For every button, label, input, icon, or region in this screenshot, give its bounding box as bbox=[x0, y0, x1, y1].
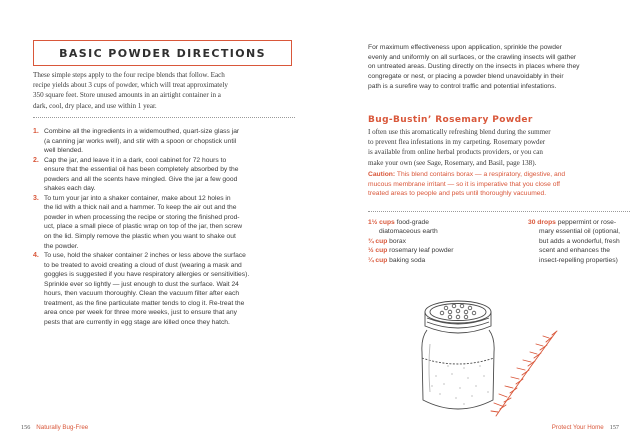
body-line: to prevent flea infestations in my carpeting. Rosemary powder bbox=[368, 138, 546, 147]
left-footer bbox=[21, 424, 88, 431]
caution-line: mucous membrane irritant — so it is imperative that you close off bbox=[368, 180, 561, 188]
dotted-divider bbox=[368, 211, 630, 212]
recipe-description bbox=[368, 127, 630, 168]
ingredient-text: mary essential oil (optional, bbox=[539, 228, 621, 236]
intro-line: path is a surefire way to control traffic and potential infestations. bbox=[368, 82, 557, 90]
ingredient-item bbox=[368, 256, 493, 265]
ingredient-text: but adds a wonderful, fresh bbox=[539, 237, 620, 245]
ingredient-text: rosemary leaf powder bbox=[387, 247, 454, 255]
powder-texture-icon bbox=[431, 365, 488, 404]
body-line: is available from online herbal products providers, or you can bbox=[368, 148, 543, 157]
intro-line: congregate or nest, or placing a powder blend unavoidably in their bbox=[368, 73, 564, 81]
steps-list bbox=[33, 127, 295, 327]
body-line: make your own (see Sage, Rosemary, and Basil, page 138). bbox=[368, 158, 537, 167]
ingredient-text: borax bbox=[387, 237, 406, 245]
page-number: 156 bbox=[21, 424, 31, 431]
ingredient-text: peppermint or rose- bbox=[555, 219, 617, 226]
step-line: well blended. bbox=[44, 147, 84, 155]
page-number: 157 bbox=[609, 424, 619, 431]
step-number: 3. bbox=[33, 194, 39, 202]
right-intro-paragraph bbox=[368, 43, 630, 92]
step-line: to be treated to avoid creating a cloud of dust (wearing a mask and bbox=[44, 261, 242, 269]
shaker-jar-with-rosemary-sprig-illustration bbox=[418, 296, 588, 420]
step-line: (a canning jar works well), and stir with a spoon or chopstick until bbox=[44, 137, 237, 145]
dotted-divider bbox=[33, 117, 295, 118]
step-line: shakes each day. bbox=[44, 185, 96, 193]
step-line: hours, then vacuum thoroughly. Clean the vacuum filter after each bbox=[44, 290, 240, 298]
step-line: the lid with a thick nail and a hammer. To keep the air out and the bbox=[44, 204, 237, 212]
step-text bbox=[44, 194, 295, 251]
ingredient-item bbox=[528, 246, 632, 255]
step-line: the powder. bbox=[44, 242, 79, 250]
ingredient-item bbox=[368, 227, 493, 236]
running-footer: Protect Your Home bbox=[551, 424, 604, 431]
right-page bbox=[320, 0, 640, 448]
caution-line: This blend contains borax — a respiratory, digestive, and bbox=[395, 171, 566, 178]
step-text bbox=[44, 251, 295, 327]
step-line: uct, place a small piece of plastic wrap on top of the jar, then screw bbox=[44, 223, 243, 231]
intro-line: 350 square feet. Store unused amounts in an airtight container in a bbox=[33, 91, 221, 100]
step-item bbox=[33, 194, 295, 251]
ingredient-item bbox=[368, 237, 493, 246]
step-line: Sprinkle ever so lightly — just enough to dust the surface. Wait 24 bbox=[44, 280, 239, 288]
step-text bbox=[44, 156, 295, 194]
running-footer: Naturally Bug-Free bbox=[36, 424, 89, 431]
caution-line: treated areas to people and pets until thoroughly vacuumed. bbox=[368, 190, 547, 198]
ingredient-item bbox=[528, 218, 632, 227]
step-line: powders and all the scents have mingled. Give the jar a few good bbox=[44, 175, 238, 183]
ingredient-item bbox=[528, 227, 632, 236]
ingredient-amount: 30 drops bbox=[528, 219, 556, 226]
step-line: area once per week for three more weeks, just to ensure that any bbox=[44, 309, 237, 317]
intro-line: recipe yields about 3 cups of powder, which will treat approximately bbox=[33, 81, 228, 90]
ingredient-item bbox=[368, 246, 493, 255]
step-item bbox=[33, 251, 295, 327]
ingredient-item bbox=[528, 256, 632, 265]
ingredient-text: scent and enhances the bbox=[539, 247, 611, 255]
shaker-jar-icon bbox=[422, 301, 494, 409]
step-line: pests that are currently in egg stage are killed once they hatch. bbox=[44, 318, 230, 326]
step-number: 2. bbox=[33, 156, 39, 164]
step-line: To turn your jar into a shaker container, make about 12 holes in bbox=[44, 194, 231, 202]
right-footer bbox=[552, 424, 619, 431]
ingredient-text: diatomaceous earth bbox=[379, 228, 438, 236]
step-line: powder in when processing the recipe or storing the finished prod- bbox=[44, 213, 240, 221]
intro-paragraph bbox=[33, 70, 295, 111]
step-line: goggles is suggested if you have respiratory allergies or sensitivities). bbox=[44, 271, 250, 279]
step-item bbox=[33, 156, 295, 194]
ingredient-amount: 1½ cups bbox=[368, 219, 395, 226]
ingredient-item bbox=[528, 237, 632, 246]
ingredients-column-right bbox=[528, 218, 632, 265]
step-number: 4. bbox=[33, 252, 39, 260]
step-line: To use, hold the shaker container 2 inches or less above the surface bbox=[44, 252, 246, 260]
ingredient-amount: ¾ cup bbox=[368, 237, 388, 245]
intro-line: evenly and uniformly on all surfaces, or the crawling insects will gather bbox=[368, 53, 577, 61]
caution-note bbox=[368, 170, 630, 199]
ingredient-item bbox=[368, 218, 493, 227]
intro-line: on untreated areas. Dusting directly on the insects in places where they bbox=[368, 63, 580, 71]
ingredient-text: food-grade bbox=[394, 219, 429, 226]
ingredient-text: insect-repelling properties) bbox=[539, 256, 618, 264]
intro-line: For maximum effectiveness upon application, sprinkle the powder bbox=[368, 44, 562, 51]
step-text bbox=[44, 127, 295, 156]
section-title-box bbox=[33, 40, 292, 66]
recipe-title: Bug-Bustin’ Rosemary Powder bbox=[368, 115, 533, 125]
step-line: Cap the jar, and leave it in a dark, cool cabinet for 72 hours to bbox=[44, 156, 227, 164]
intro-line: dark, cool, dry place, and use within 1 year. bbox=[33, 101, 157, 110]
step-line: ensure that the essential oil has been completely absorbed by the bbox=[44, 166, 239, 174]
step-line: Combine all the ingredients in a widemouthed, quart-size glass jar bbox=[44, 128, 240, 135]
caution-label: Caution: bbox=[368, 171, 396, 178]
ingredient-amount: ½ cup bbox=[368, 247, 388, 255]
intro-line: These simple steps apply to the four recipe blends that follow. Each bbox=[33, 71, 225, 79]
step-line: treatment, as the fine particulate matter tends to clog it. Re-treat the bbox=[44, 299, 245, 307]
ingredients-column-left bbox=[368, 218, 493, 265]
step-item bbox=[33, 127, 295, 156]
step-number: 1. bbox=[33, 128, 39, 135]
ingredient-amount: ¼ cup bbox=[368, 256, 388, 264]
step-line: on the lid. Simply remove the plastic when you want to shake out bbox=[44, 233, 236, 241]
body-line: I often use this aromatically refreshing blend during the summer bbox=[368, 128, 551, 136]
rosemary-sprig-icon bbox=[491, 331, 557, 416]
section-title: BASIC POWDER DIRECTIONS bbox=[59, 46, 266, 60]
ingredient-text: baking soda bbox=[387, 256, 426, 264]
